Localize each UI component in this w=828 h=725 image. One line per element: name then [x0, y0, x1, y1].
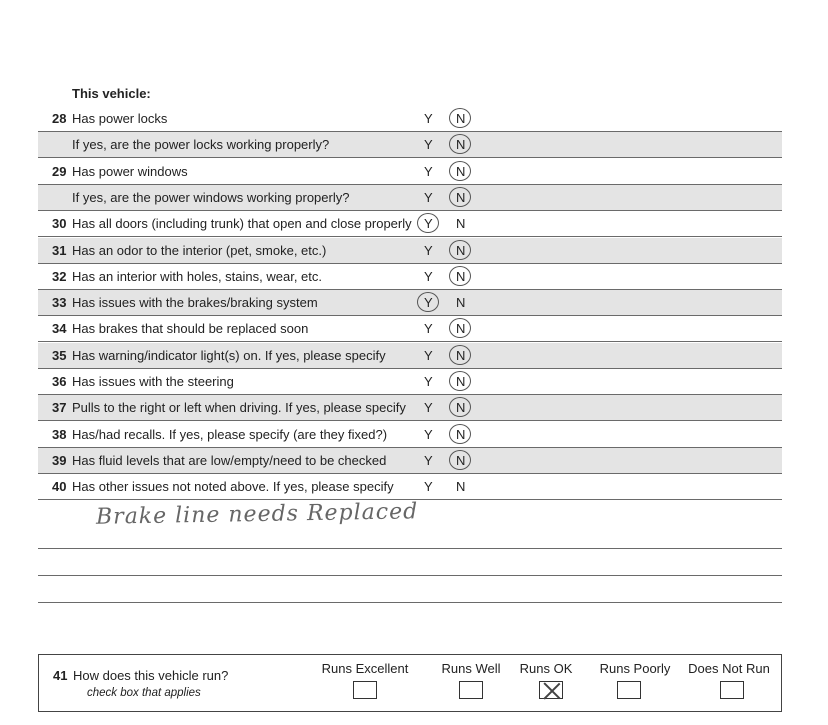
yes-option[interactable]: Y: [424, 268, 433, 284]
no-option[interactable]: N: [456, 268, 466, 284]
yes-option[interactable]: Y: [424, 216, 433, 232]
yes-option[interactable]: Y: [424, 400, 433, 416]
section-heading: This vehicle:: [72, 86, 151, 101]
question-row: [38, 159, 782, 185]
question-number: 33: [52, 295, 67, 311]
blank-line: [38, 548, 782, 549]
no-option[interactable]: N: [456, 479, 466, 495]
checkbox-does-not-run[interactable]: [720, 681, 744, 699]
question-number: 30: [52, 216, 67, 232]
checkbox-runs-poorly[interactable]: [617, 681, 641, 699]
question-number: 31: [52, 242, 67, 258]
question-row: [38, 474, 782, 500]
yes-option[interactable]: Y: [424, 111, 433, 126]
yes-option[interactable]: Y: [424, 321, 433, 337]
question-row: [38, 290, 782, 316]
yes-option[interactable]: Y: [424, 295, 433, 311]
checkbox-runs-well[interactable]: [459, 681, 483, 699]
no-option[interactable]: N: [456, 426, 466, 442]
yes-option[interactable]: Y: [424, 163, 433, 179]
question-number: 28: [52, 111, 67, 126]
question-text: Pulls to the right or left when driving. If yes, please specify: [72, 400, 406, 416]
yes-option[interactable]: Y: [424, 479, 433, 495]
handwritten-note: Brake line needs Replaced: [95, 499, 419, 530]
no-option[interactable]: N: [456, 137, 466, 153]
question-text: Has issues with the steering: [72, 374, 234, 389]
question-number: 34: [52, 321, 67, 337]
question-number: 41: [53, 668, 68, 683]
blank-line: [38, 602, 782, 603]
option-label-does-not-run: Does Not Run: [688, 661, 770, 676]
question-text: Has fluid levels that are low/empty/need to be checked: [72, 452, 387, 468]
question-row: [38, 343, 782, 369]
question-text: Has/had recalls. If yes, please specify (are they fixed?): [72, 426, 388, 442]
yes-option[interactable]: Y: [424, 242, 433, 258]
no-option[interactable]: N: [456, 400, 466, 416]
question-text: Has other issues not noted above. If yes, please specify: [72, 479, 394, 495]
question-text: Has brakes that should be replaced soon: [72, 321, 309, 337]
question-text: Has power windows: [72, 163, 188, 179]
question-text: Has all doors (including trunk) that open and close properly: [72, 216, 412, 232]
no-option[interactable]: N: [456, 374, 466, 389]
question-text: Has issues with the brakes/braking system: [72, 295, 318, 311]
yes-option[interactable]: Y: [424, 189, 433, 205]
checkbox-runs-excellent[interactable]: [353, 681, 377, 699]
question-text: If yes, are the power locks working properly?: [72, 137, 330, 153]
question-row: [38, 185, 782, 211]
no-option[interactable]: N: [456, 347, 466, 363]
question-text: Has warning/indicator light(s) on. If yes, please specify: [72, 347, 386, 363]
question-number: 40: [52, 479, 67, 495]
option-label-runs-well: Runs Well: [441, 661, 501, 676]
question-row: [38, 132, 782, 158]
question-row: [38, 316, 782, 342]
question-row: [38, 369, 782, 395]
no-option[interactable]: N: [456, 295, 466, 311]
question-number: 29: [52, 163, 67, 179]
no-option[interactable]: N: [456, 452, 466, 468]
question-number: 39: [52, 452, 67, 468]
question-number: 38: [52, 426, 67, 442]
no-option[interactable]: N: [456, 242, 466, 258]
question-41-box: [38, 654, 782, 712]
blank-line: [38, 575, 782, 576]
question-text: Has an odor to the interior (pet, smoke, etc.): [72, 242, 327, 258]
question-row: [38, 106, 782, 132]
yes-option[interactable]: Y: [424, 452, 433, 468]
question-number: 35: [52, 347, 67, 363]
question-number: 36: [52, 374, 67, 389]
question-row: [38, 238, 782, 264]
no-option[interactable]: N: [456, 111, 466, 126]
yes-option[interactable]: Y: [424, 137, 433, 153]
yes-option[interactable]: Y: [424, 374, 433, 389]
question-text: Has power locks: [72, 111, 168, 126]
question-number: 37: [52, 400, 67, 416]
question-number: 32: [52, 268, 67, 284]
question-row: [38, 448, 782, 474]
question-text: If yes, are the power windows working properly?: [72, 189, 350, 205]
checkbox-runs-ok[interactable]: [539, 681, 563, 699]
no-option[interactable]: N: [456, 321, 466, 337]
no-option[interactable]: N: [456, 216, 466, 232]
question-row: [38, 264, 782, 290]
yes-option[interactable]: Y: [424, 426, 433, 442]
option-label-runs-ok: Runs OK: [519, 661, 573, 676]
question-text: How does this vehicle run?: [73, 668, 229, 683]
question-row: [38, 395, 782, 421]
option-label-runs-poorly: Runs Poorly: [599, 661, 671, 676]
option-label-runs-excellent: Runs Excellent: [321, 661, 409, 676]
yes-option[interactable]: Y: [424, 347, 433, 363]
no-option[interactable]: N: [456, 163, 466, 179]
question-row: [38, 422, 782, 448]
question-row: [38, 211, 782, 237]
question-subtext: check box that applies: [87, 687, 201, 699]
no-option[interactable]: N: [456, 189, 466, 205]
question-text: Has an interior with holes, stains, wear, etc.: [72, 268, 323, 284]
